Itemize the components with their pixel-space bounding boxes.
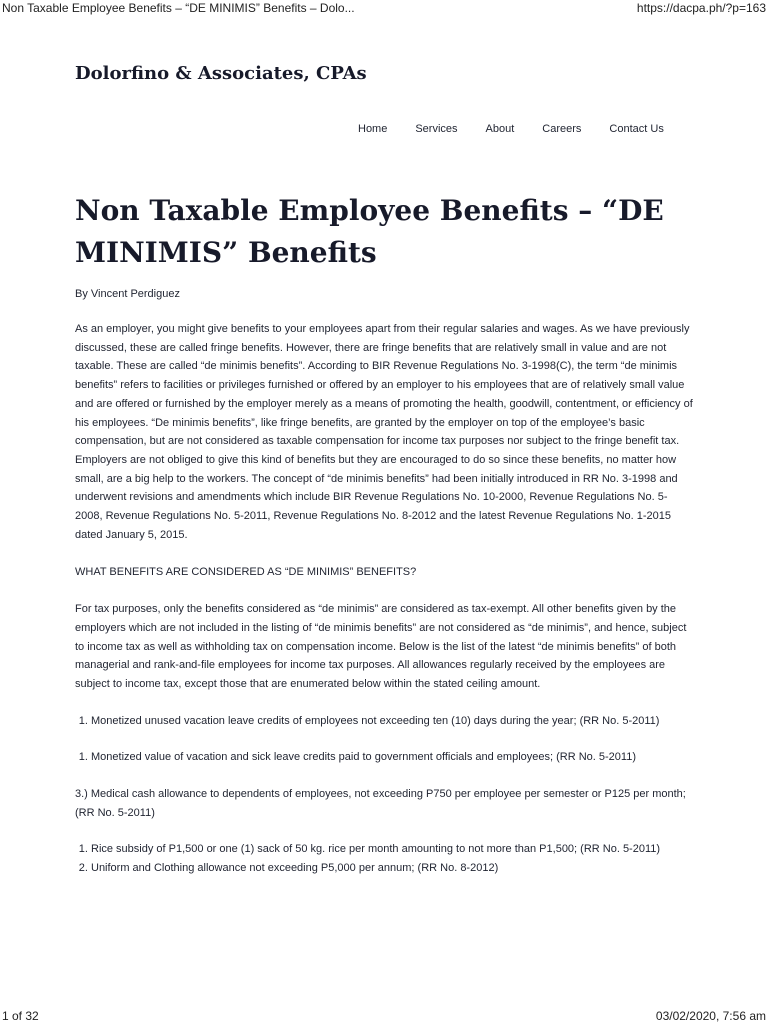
list-item: 1. Rice subsidy of P1,500 or one (1) sack of 50 kg. rice per month amounting to not more than P1,500; (RR No. 5-2011): [91, 840, 695, 859]
print-header-url: https://dacpa.ph/?p=163: [636, 1, 766, 15]
page-title: Non Taxable Employee Benefits – “DE MINIMIS” Benefits: [75, 194, 664, 269]
site-title[interactable]: Dolorfino & Associates, CPAs: [75, 63, 367, 84]
benefits-list-2: [75, 748, 695, 767]
main-nav: [358, 123, 664, 135]
section-paragraph: For tax purposes, only the benefits considered as “de minimis” are considered as tax-exempt. All other benefits given by the employers which are not included in the listing of “de minimis benefits” are not considered as “de minimis”, and hence, subject to income tax as well as withholding tax on compensation income. Below is the list of the latest “de minimis benefits” of both managerial and rank-and-file employees for income tax purposes. All allowances regularly received by the employees are subject to income tax, except those that are enumerated below within the stated ceiling amount.: [75, 603, 687, 690]
benefits-list-1: [75, 712, 695, 731]
nav-item-careers[interactable]: Careers: [542, 123, 582, 135]
article-byline: By Vincent Perdiguez: [75, 288, 180, 300]
benefit-item-3: 3.) Medical cash allowance to dependents of employees, not exceeding P750 per employee per semester or P125 per month; (RR No. 5-2011): [75, 788, 686, 819]
nav-item-services[interactable]: Services: [415, 123, 458, 135]
article-content: [75, 320, 695, 896]
nav-item-about[interactable]: About: [485, 123, 515, 135]
print-footer: [0, 1009, 768, 1025]
print-header-title: Non Taxable Employee Benefits – “DE MINIMIS” Benefits – Dolo...: [2, 1, 355, 15]
nav-item-home[interactable]: Home: [358, 123, 388, 135]
list-item: 1. Monetized value of vacation and sick leave credits paid to government officials and employees; (RR No. 5-2011): [91, 748, 695, 767]
page-counter: 1 of 32: [2, 1009, 39, 1023]
intro-paragraph: As an employer, you might give benefits to your employees apart from their regular salaries and wages. As we have previously discussed, these are called fringe benefits. However, there are fringe benefits that are relatively small in value and are not taxable. These are called “de minimis benefits”. According to BIR Revenue Regulations No. 3-1998(C), the term “de minimis benefits” refers to facilities or privileges furnished or offered by an employer to his employees that are of relatively small value and are offered or furnished by the employer merely as a means of promoting the health, goodwill, contentment, or efficiency of his employees. “De minimis benefits”, like fringe benefits, are granted by the employer on top of the employee’s basic compensation, but are not considered as taxable compensation for income tax purposes nor subject to the fringe benefit tax. Employers are not obliged to give this kind of benefits but they are encouraged to do so since these benefits, no matter how small, are a big help to the workers. The concept of “de minimis benefits” had been initially introduced in RR No. 3-1998 and underwent revisions and amendments which include BIR Revenue Regulations No. 10-2000, Revenue Regulations No. 5-2008, Revenue Regulations No. 5-2011, Revenue Regulations No. 8-2012 and the latest Revenue Regulations No. 1-2015 dated January 5, 2015.: [75, 323, 693, 541]
print-datetime: 03/02/2020, 7:56 am: [655, 1009, 766, 1023]
list-item: 1. Monetized unused vacation leave credits of employees not exceeding ten (10) days during the year; (RR No. 5-2011): [91, 712, 695, 731]
list-item: 2. Uniform and Clothing allowance not exceeding P5,000 per annum; (RR No. 8-2012): [91, 859, 695, 878]
benefits-list-3: [75, 840, 695, 877]
section-heading: WHAT BENEFITS ARE CONSIDERED AS “DE MINIMIS” BENEFITS?: [75, 566, 417, 579]
print-header: [0, 1, 768, 17]
nav-item-contact-us[interactable]: Contact Us: [609, 123, 664, 135]
